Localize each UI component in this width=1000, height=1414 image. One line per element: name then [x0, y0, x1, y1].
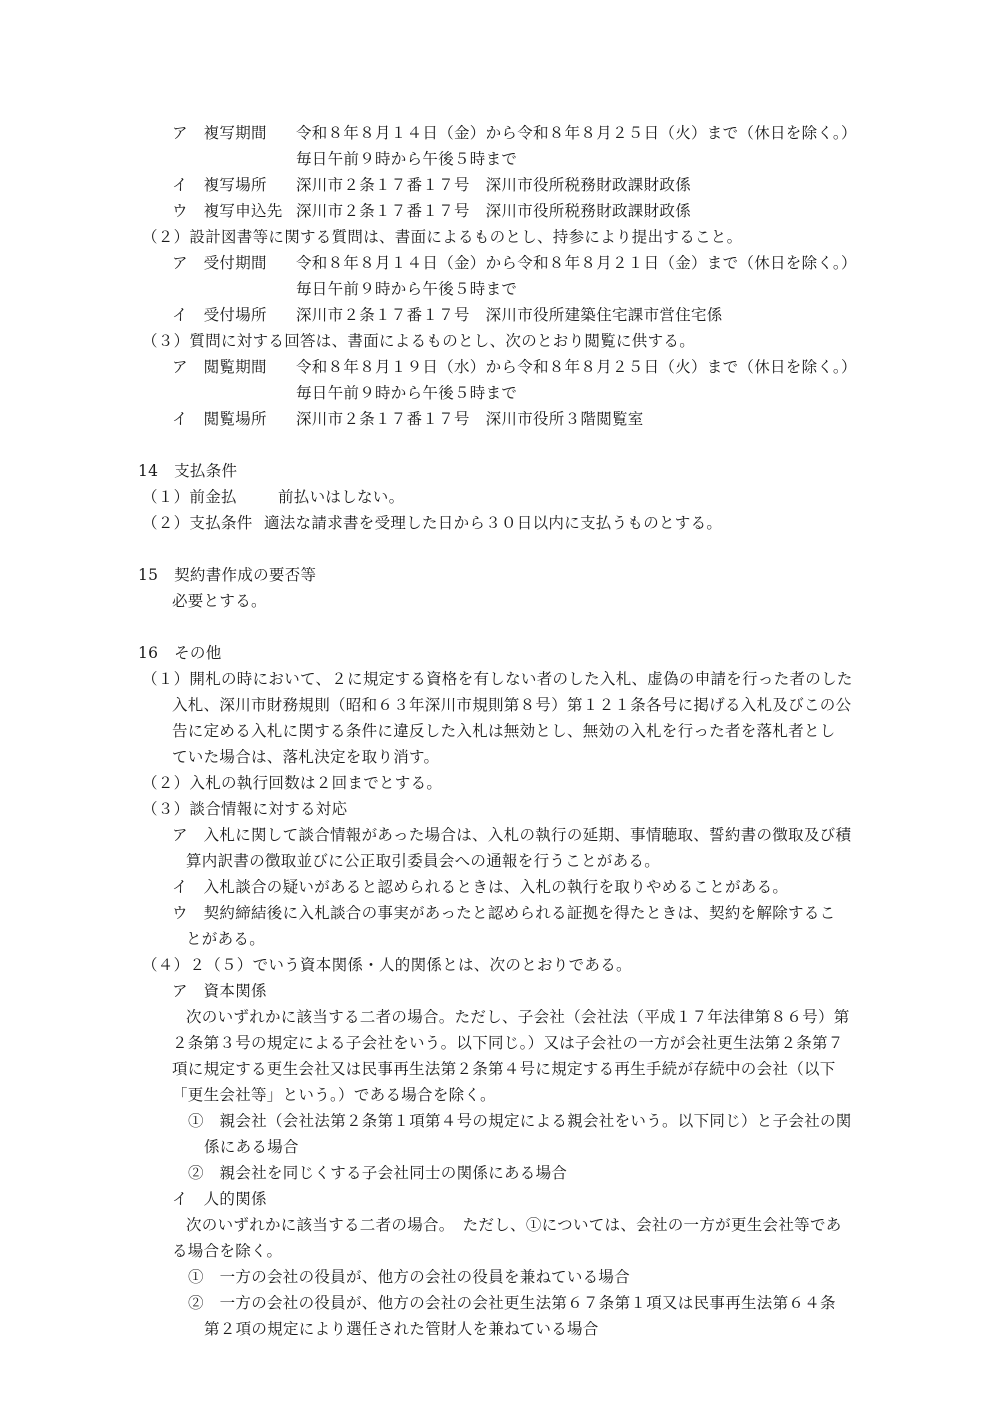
personnel-item-1: ① 一方の会社の役員が、他方の会社の役員を兼ねている場合	[188, 1268, 631, 1286]
copy-period-hours: 毎日午前９時から午後５時まで	[296, 150, 518, 168]
collusion-item-c-cont: とがある。	[186, 930, 266, 948]
reception-place-label: イ 受付場所	[172, 306, 267, 324]
section-16-heading: 16 その他	[138, 644, 222, 662]
personnel-item-2: ② 一方の会社の役員が、他方の会社の会社更生法第６７条第１項又は民事再生法第６４条	[188, 1294, 836, 1312]
reception-period-hours: 毎日午前９時から午後５時まで	[296, 280, 518, 298]
viewing-period-hours: 毎日午前９時から午後５時まで	[296, 384, 518, 402]
bid-count-line: （２）入札の執行回数は２回までとする。	[142, 774, 443, 792]
viewing-place-label: イ 閲覧場所	[172, 410, 267, 428]
personnel-relationship-body: る場合を除く。	[172, 1242, 283, 1260]
capital-relationship-body: 「更生会社等」という。）である場合を除く。	[172, 1086, 496, 1104]
invalid-bid-line: 入札、深川市財務規則（昭和６３年深川市規則第８号）第１２１条各号に掲げる入札及びこの公	[172, 696, 852, 714]
payment-terms-value: 適法な請求書を受理した日から３０日以内に支払うものとする。	[264, 514, 723, 532]
capital-relationship-body: 次のいずれかに該当する二者の場合。ただし、子会社（会社法（平成１７年法律第８６号）第	[186, 1008, 850, 1026]
copy-period-label: ア 複写期間	[172, 124, 267, 142]
collusion-item-b: イ 入札談合の疑いがあると認められるときは、入札の執行を取りやめることがある。	[172, 878, 789, 896]
copy-place-value: 深川市２条１７番１７号 深川市役所税務財政課財政係	[296, 176, 692, 194]
question-heading: （２）設計図書等に関する質問は、書面によるものとし、持参により提出すること。	[142, 228, 743, 246]
advance-payment-value: 前払いはしない。	[278, 488, 405, 506]
capital-relationship-heading: ア 資本関係	[172, 982, 267, 1000]
personnel-item-2-cont: 第２項の規定により選任された管財人を兼ねている場合	[204, 1320, 599, 1338]
copy-application-label: ウ 複写申込先	[172, 202, 283, 220]
capital-item-1-cont: 係にある場合	[204, 1138, 299, 1156]
section-14-heading: 14 支払条件	[138, 462, 238, 480]
personnel-relationship-body: 次のいずれかに該当する二者の場合。 ただし、①については、会社の一方が更生会社等であ	[186, 1216, 842, 1234]
relationship-heading: （４）２（５）でいう資本関係・人的関係とは、次のとおりである。	[142, 956, 632, 974]
copy-place-label: イ 複写場所	[172, 176, 267, 194]
collusion-item-a: ア 入札に関して談合情報があった場合は、入札の執行の延期、事情聴取、誓約書の徴取及び積	[172, 826, 852, 844]
answer-heading: （３）質問に対する回答は、書面によるものとし、次のとおり閲覧に供する。	[142, 332, 696, 350]
collusion-item-a-cont: 算内訳書の徴取並びに公正取引委員会への通報を行うことがある。	[186, 852, 661, 870]
viewing-place-value: 深川市２条１７番１７号 深川市役所３階閲覧室	[296, 410, 644, 428]
reception-period-value: 令和８年８月１４日（金）から令和８年８月２１日（金）まで（休日を除く。）	[296, 254, 857, 272]
copy-period-value: 令和８年８月１４日（金）から令和８年８月２５日（火）まで（休日を除く。）	[296, 124, 857, 142]
capital-relationship-body: 項に規定する更生会社又は民事再生法第２条第４号に規定する再生手続が存続中の会社（以下	[172, 1060, 836, 1078]
viewing-period-label: ア 閲覧期間	[172, 358, 267, 376]
capital-relationship-body: ２条第３号の規定による子会社をいう。以下同じ。）又は子会社の一方が会社更生法第２条第７	[172, 1034, 844, 1052]
collusion-heading: （３）談合情報に対する対応	[142, 800, 348, 818]
personnel-relationship-heading: イ 人的関係	[172, 1190, 267, 1208]
payment-terms-label: （２）支払条件	[142, 514, 253, 532]
invalid-bid-line: 告に定める入札に関する条件に違反した入札は無効とし、無効の入札を行った者を落札者とし	[172, 722, 836, 740]
collusion-item-c: ウ 契約締結後に入札談合の事実があったと認められる証拠を得たときは、契約を解除するこ	[172, 904, 836, 922]
advance-payment-label: （１）前金払	[142, 488, 237, 506]
section-15-heading: 15 契約書作成の要否等	[138, 566, 317, 584]
invalid-bid-line: ていた場合は、落札決定を取り消す。	[172, 748, 440, 766]
viewing-period-value: 令和８年８月１９日（水）から令和８年８月２５日（火）まで（休日を除く。）	[296, 358, 857, 376]
reception-place-value: 深川市２条１７番１７号 深川市役所建築住宅課市営住宅係	[296, 306, 723, 324]
section-15-body: 必要とする。	[172, 592, 267, 610]
capital-item-2: ② 親会社を同じくする子会社同士の関係にある場合	[188, 1164, 568, 1182]
reception-period-label: ア 受付期間	[172, 254, 267, 272]
invalid-bid-line: （１）開札の時において、２に規定する資格を有しない者のした入札、虚偽の申請を行った者のした	[142, 670, 853, 688]
capital-item-1: ① 親会社（会社法第２条第１項第４号の規定による親会社をいう。以下同じ）と子会社の関	[188, 1112, 852, 1130]
copy-application-value: 深川市２条１７番１７号 深川市役所税務財政課財政係	[296, 202, 692, 220]
